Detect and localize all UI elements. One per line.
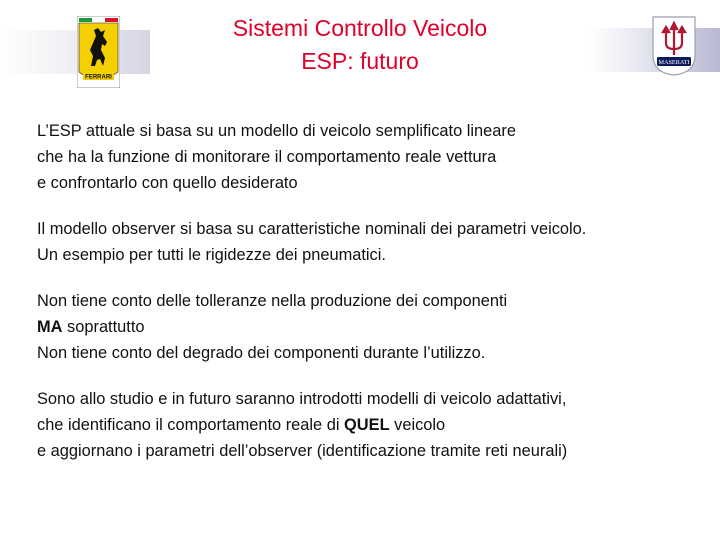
maserati-trident-icon	[653, 17, 695, 75]
text-line: Non tiene conto delle tolleranze nella produzione dei componenti	[37, 292, 508, 310]
text-line: Un esempio per tutti le rigidezze dei pneumatici.	[37, 246, 386, 264]
emphasis-ma: MA	[37, 318, 63, 336]
text-fragment: veicolo	[389, 416, 446, 434]
text-line: e confrontarlo con quello desiderato	[37, 174, 298, 192]
text-line: L’ESP attuale si basa su un modello di veicolo semplificato lineare	[37, 122, 516, 140]
header-band-left	[0, 30, 150, 74]
text-fragment: che identificano il comportamento reale di	[37, 416, 345, 434]
text-line	[37, 314, 712, 340]
text-line: Sono allo studio e in futuro saranno introdotti modelli di veicolo adattativi,	[37, 390, 567, 408]
text-line: Il modello observer si basa su caratteristiche nominali dei parametri veicolo.	[37, 220, 587, 238]
paragraph-esp-current	[37, 118, 712, 196]
emphasis-quel: QUEL	[344, 416, 390, 434]
text-line: che ha la funzione di monitorare il comportamento reale vettura	[37, 148, 497, 166]
text-line	[37, 412, 712, 438]
text-fragment: soprattutto	[62, 318, 145, 336]
title-line-1: Sistemi Controllo Veicolo	[232, 15, 488, 41]
slide-title	[150, 12, 570, 78]
text-line: Non tiene conto del degrado dei componenti durante l’utilizzo.	[37, 344, 486, 362]
text-line: e aggiornano i parametri dell’observer (identificazione tramite reti neurali)	[37, 442, 568, 460]
paragraph-tolerances	[37, 288, 712, 366]
title-line-2: ESP: futuro	[301, 48, 419, 74]
maserati-wordmark: MASERATI	[658, 59, 690, 66]
maserati-logo	[649, 15, 699, 77]
ferrari-wordmark: FERRARI	[85, 74, 112, 81]
paragraph-observer-model	[37, 216, 712, 268]
slide-body	[37, 118, 712, 464]
paragraph-adaptive-models	[37, 386, 712, 464]
ferrari-logo	[77, 16, 120, 88]
